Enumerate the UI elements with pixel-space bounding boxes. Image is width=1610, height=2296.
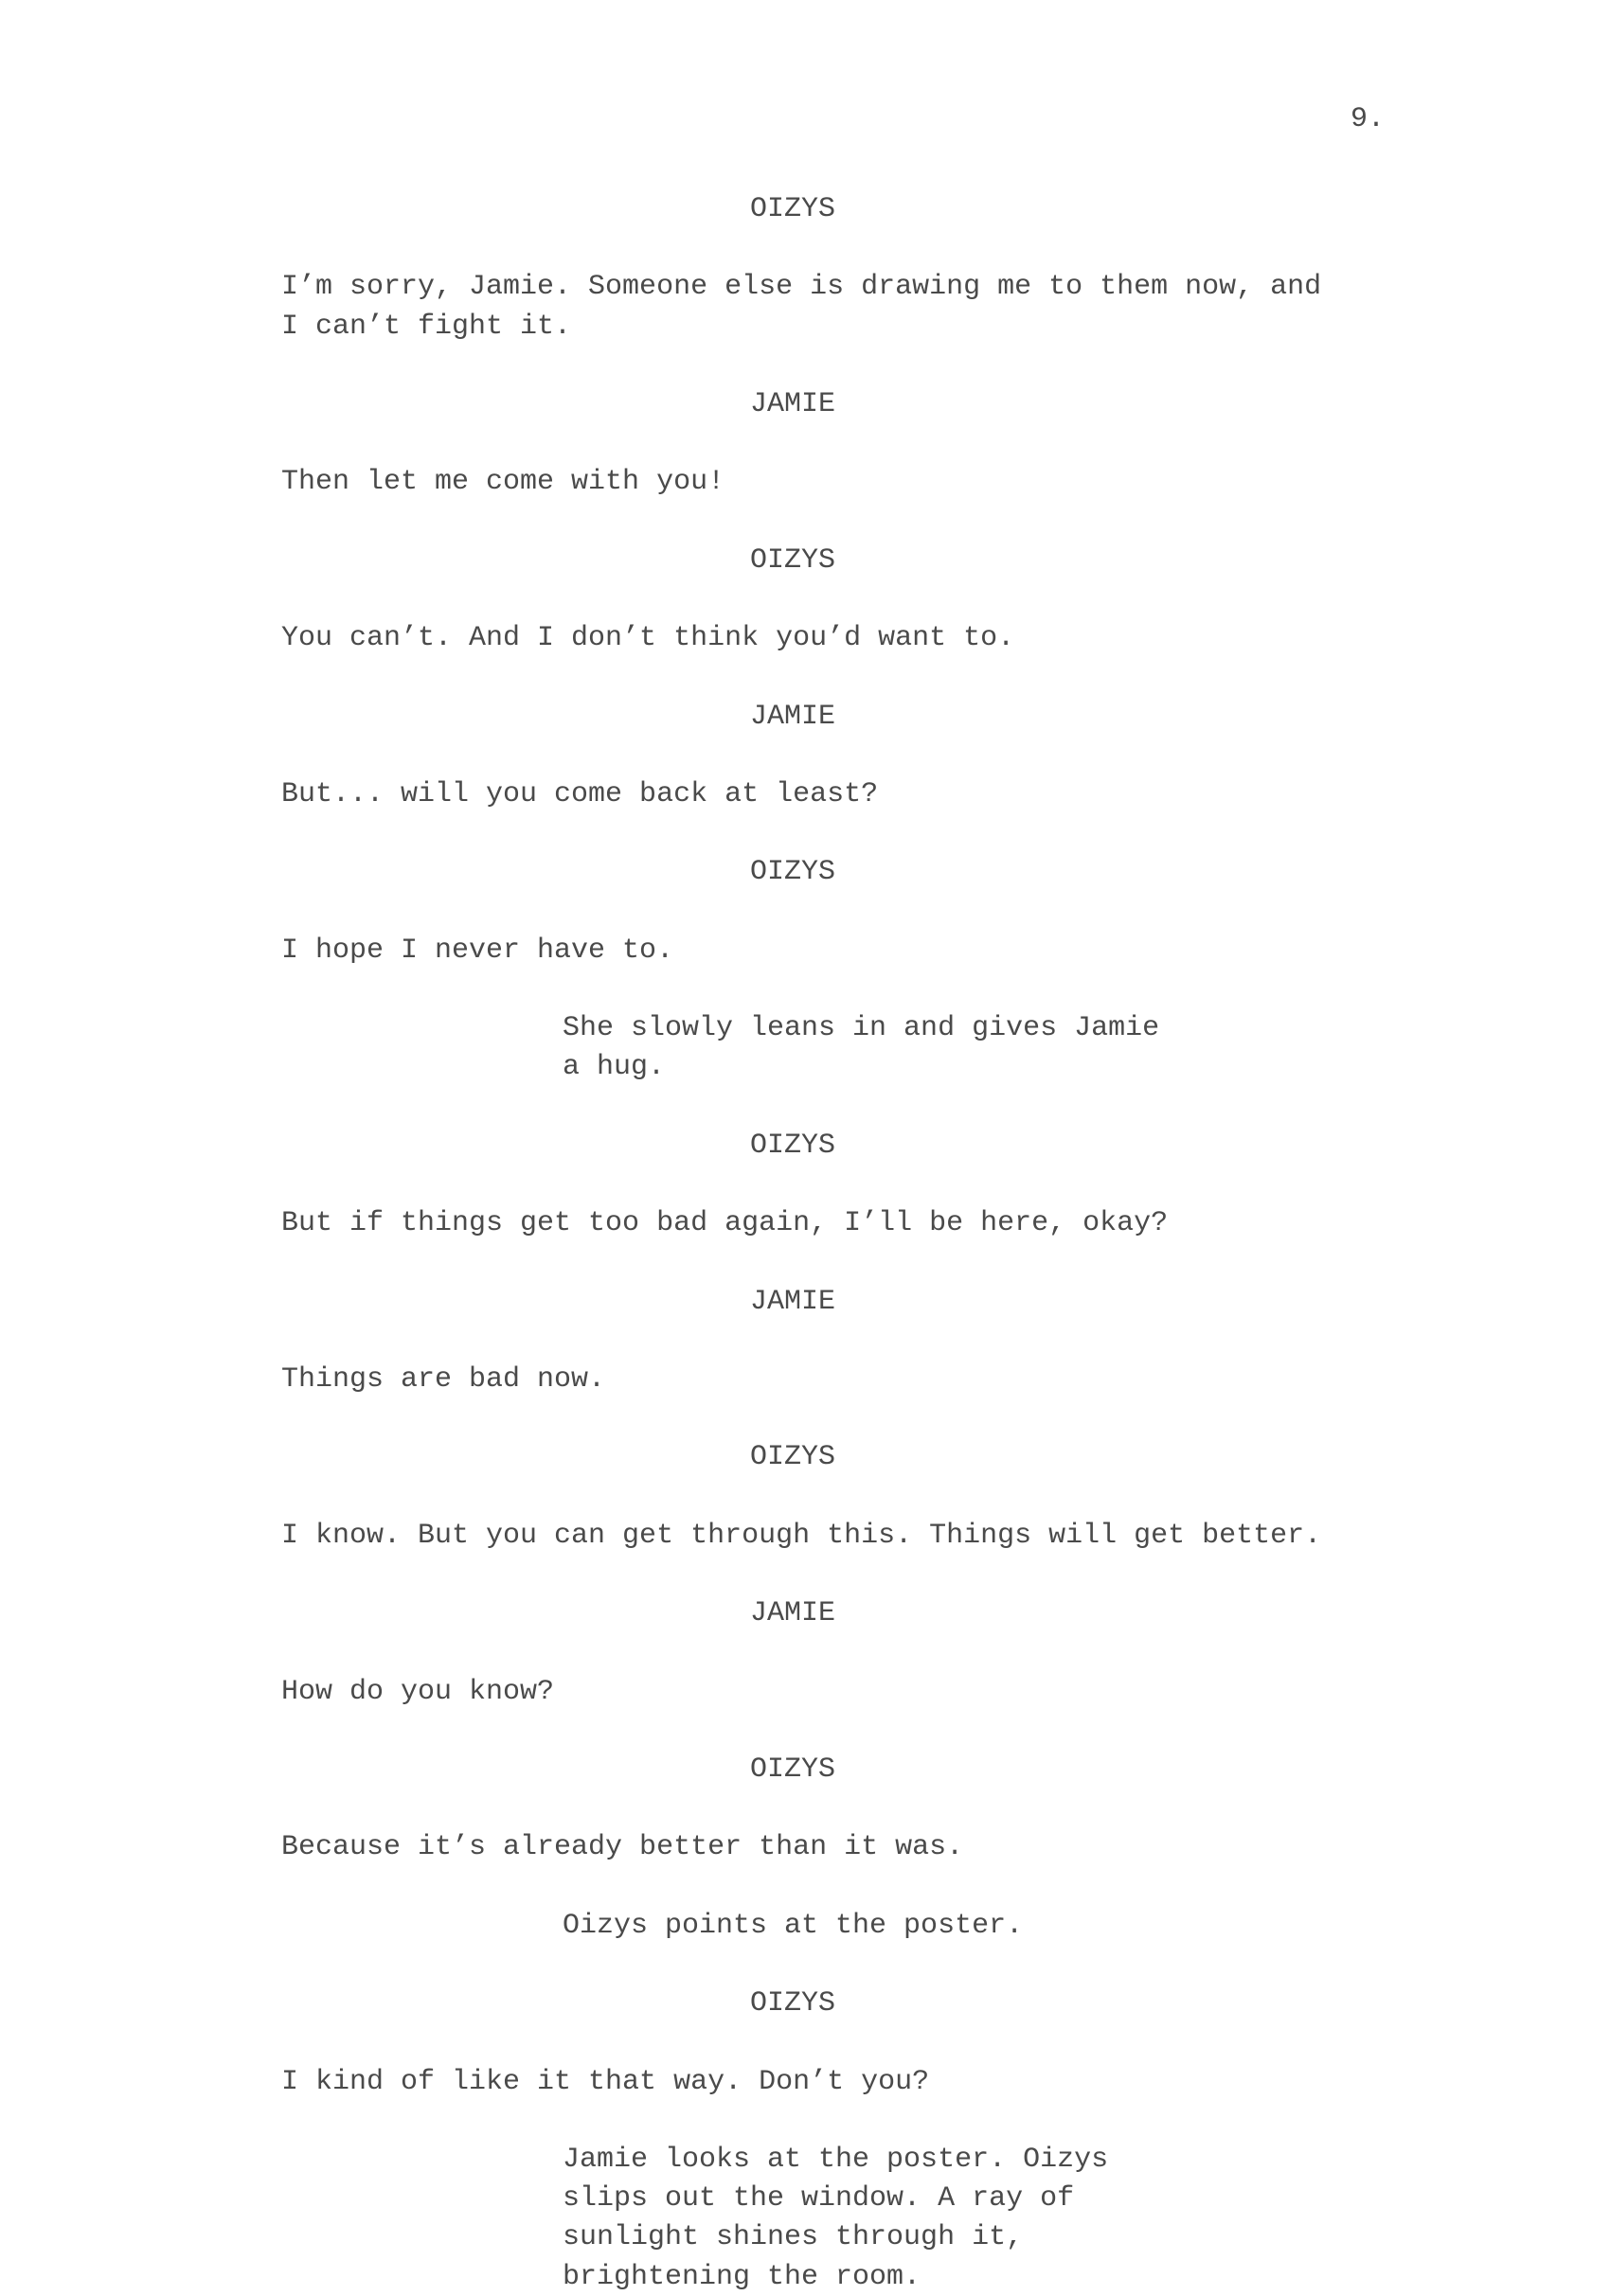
character-name: OIZYS [750, 856, 836, 888]
character-name: OIZYS [750, 1130, 836, 1162]
character-name: OIZYS [750, 1441, 836, 1473]
character-name: JAMIE [750, 701, 836, 733]
action-line: a hug. [563, 1051, 666, 1083]
character-name: OIZYS [750, 544, 836, 577]
dialogue-line: I can’t fight it. [281, 311, 572, 343]
dialogue-line: I know. But you can get through this. Things will get better. [281, 1520, 1322, 1552]
action-line: She slowly leans in and gives Jamie [563, 1012, 1160, 1044]
character-name: OIZYS [750, 1753, 836, 1786]
character-name: OIZYS [750, 1987, 836, 2020]
dialogue-line: Things are bad now. [281, 1363, 606, 1396]
character-name: JAMIE [750, 388, 836, 420]
character-name: JAMIE [750, 1286, 836, 1318]
action-line: slips out the window. A ray of [563, 2182, 1075, 2215]
character-name: JAMIE [750, 1597, 836, 1629]
dialogue-line: Because it’s already better than it was. [281, 1831, 964, 1863]
dialogue-line: I kind of like it that way. Don’t you? [281, 2066, 930, 2098]
action-line: brightening the room. [563, 2261, 921, 2293]
action-line: Jamie looks at the poster. Oizys [563, 2144, 1109, 2176]
page-number: 9. [1351, 103, 1386, 135]
dialogue-line: I hope I never have to. [281, 934, 674, 967]
action-line: sunlight shines through it, [563, 2221, 1024, 2253]
character-name: OIZYS [750, 193, 836, 225]
dialogue-line: But if things get too bad again, I’ll be here, okay? [281, 1207, 1169, 1239]
action-line: Oizys points at the poster. [563, 1910, 1024, 1942]
dialogue-line: Then let me come with you! [281, 466, 725, 498]
dialogue-line: I’m sorry, Jamie. Someone else is drawing me to them now, and [281, 271, 1322, 303]
dialogue-line: How do you know? [281, 1676, 555, 1708]
dialogue-line: You can’t. And I don’t think you’d want to. [281, 622, 1015, 654]
dialogue-line: But... will you come back at least? [281, 778, 879, 810]
